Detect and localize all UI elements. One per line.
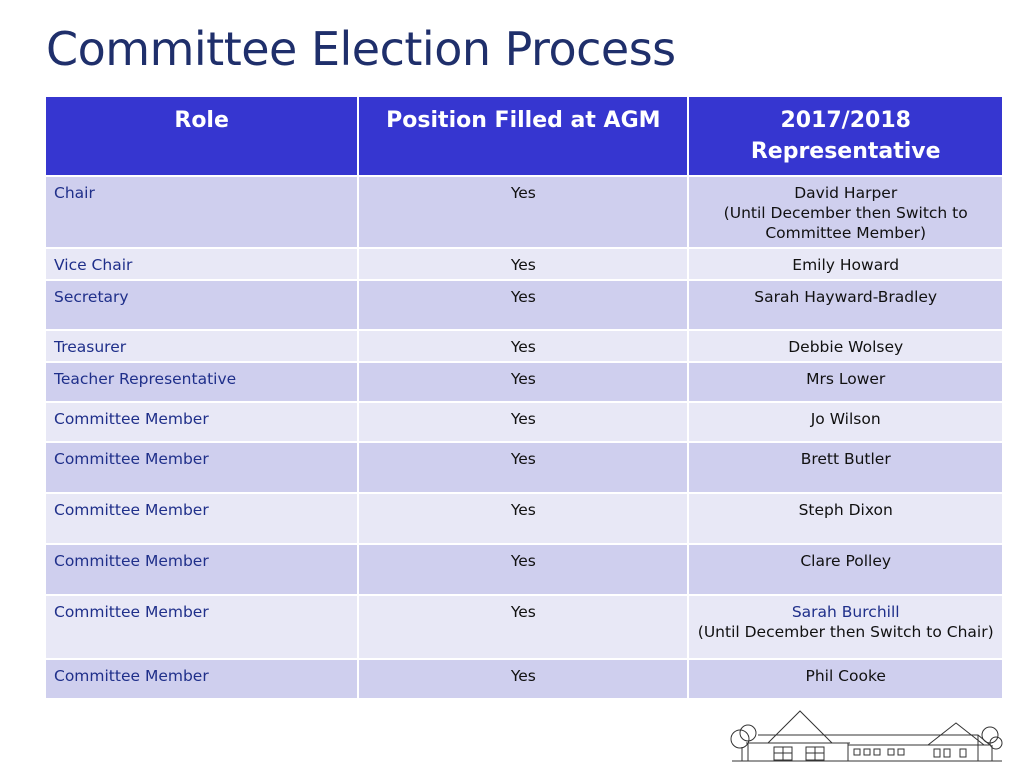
filled-cell: Yes [358,493,688,544]
table-row [45,330,1003,362]
table-row [45,248,1003,280]
role-cell: Committee Member [45,544,358,595]
table-row [45,493,1003,544]
representative-cell [688,493,1003,544]
filled-cell: Yes [358,362,688,402]
representative-cell [688,248,1003,280]
representative-name: David Harper [794,184,898,202]
role-cell: Teacher Representative [45,362,358,402]
role-cell: Treasurer [45,330,358,362]
representative-note: (Until December then Switch to Committee Member) [723,204,968,242]
representative-cell [688,544,1003,595]
representative-cell [688,595,1003,659]
filled-cell: Yes [358,442,688,493]
representative-cell [688,402,1003,442]
committee-table [44,95,1004,700]
representative-name: Brett Butler [800,450,891,468]
representative-cell [688,362,1003,402]
table-row [45,176,1003,248]
role-cell: Vice Chair [45,248,358,280]
role-cell: Committee Member [45,659,358,699]
representative-name: Steph Dixon [798,501,893,519]
representative-name: Debbie Wolsey [788,338,904,356]
representative-name: Sarah Burchill [791,603,900,621]
filled-cell: Yes [358,248,688,280]
role-cell: Committee Member [45,442,358,493]
representative-cell [688,176,1003,248]
representative-cell [688,659,1003,699]
filled-cell: Yes [358,176,688,248]
page-title: Committee Election Process [46,22,676,76]
table-row [45,442,1003,493]
role-cell: Chair [45,176,358,248]
table-header-row [45,96,1003,176]
filled-cell: Yes [358,595,688,659]
role-cell: Committee Member [45,402,358,442]
representative-name: Emily Howard [792,256,900,274]
column-header-position-filled: Position Filled at AGM [358,96,688,176]
representative-name: Jo Wilson [810,410,881,428]
representative-name: Sarah Hayward-Bradley [754,288,938,306]
filled-cell: Yes [358,402,688,442]
role-cell: Committee Member [45,493,358,544]
representative-name: Phil Cooke [805,667,886,685]
filled-cell: Yes [358,659,688,699]
column-header-representative: 2017/2018 Representative [688,96,1003,176]
filled-cell: Yes [358,544,688,595]
representative-name: Mrs Lower [806,370,886,388]
representative-cell [688,442,1003,493]
role-cell: Committee Member [45,595,358,659]
table-row [45,362,1003,402]
table-row [45,595,1003,659]
column-header-role: Role [45,96,358,176]
table-row [45,659,1003,699]
filled-cell: Yes [358,330,688,362]
filled-cell: Yes [358,280,688,330]
table-row [45,544,1003,595]
role-cell: Secretary [45,280,358,330]
representative-cell [688,330,1003,362]
school-building-icon [728,705,1004,769]
table-row [45,280,1003,330]
table-row [45,402,1003,442]
representative-note: (Until December then Switch to Chair) [697,623,994,641]
representative-name: Clare Polley [800,552,892,570]
representative-cell [688,280,1003,330]
